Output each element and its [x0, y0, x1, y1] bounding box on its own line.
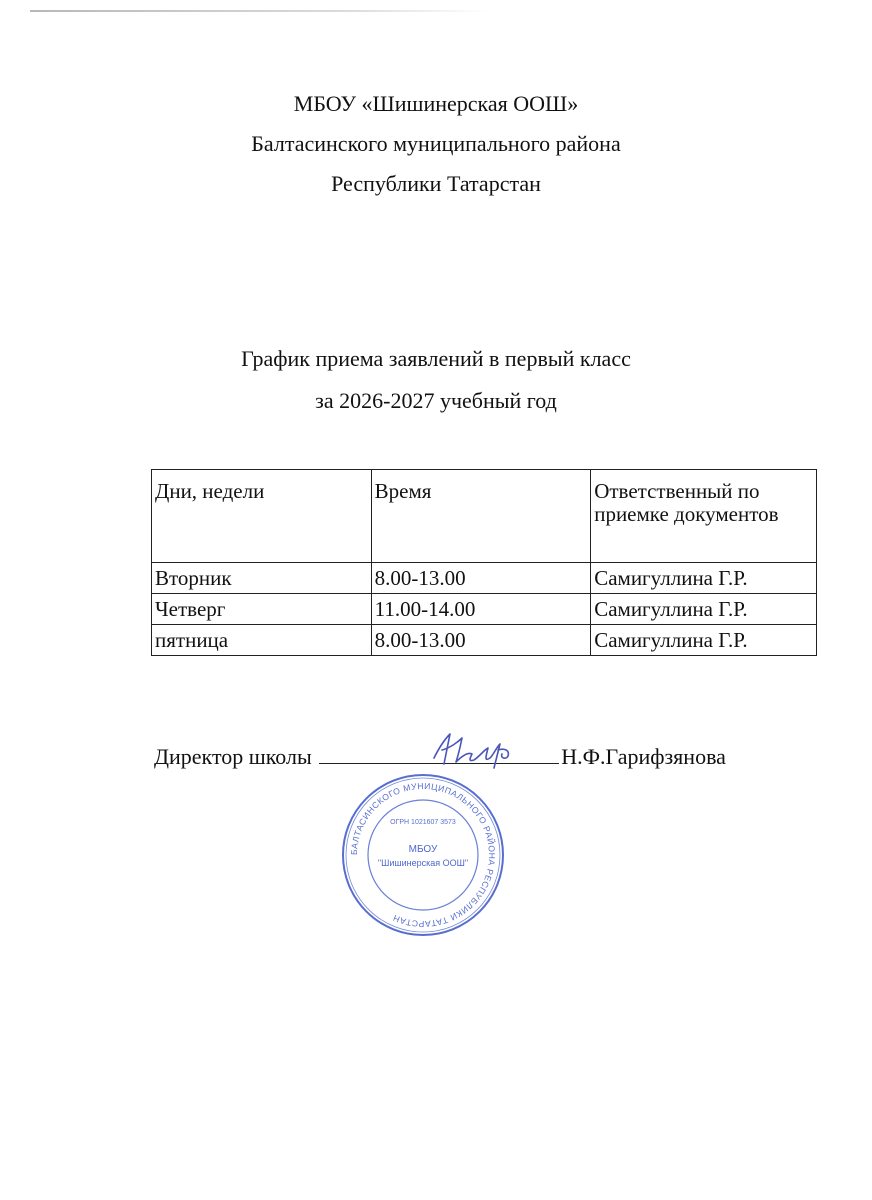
stamp-ogrn: ОГРН 1021607 3573: [390, 819, 456, 826]
org-district: Балтасинского муниципального района: [251, 131, 621, 156]
header-days: Дни, недели: [152, 470, 372, 563]
stamp-ring-text: БАЛТАСИНСКОГО МУНИЦИПАЛЬНОГО РАЙОНА РЕСПУБЛИКИ ТАТАРСТАН: [348, 780, 498, 930]
title-line-1: График приема заявлений в первый класс: [241, 346, 631, 371]
director-name: Н.Ф.Гарифзянова: [561, 744, 726, 769]
table-row: [152, 625, 817, 656]
org-republic: Республики Татарстан: [331, 171, 541, 196]
header-responsible: Ответственный по приемке документов: [591, 470, 817, 563]
row-time: 8.00-13.00: [371, 625, 591, 656]
title-line-2: за 2026-2027 учебный год: [315, 388, 557, 413]
org-name: МБОУ «Шишинерская ООШ»: [293, 91, 579, 116]
table-header-row: [152, 470, 817, 563]
table-row: [152, 594, 817, 625]
row-day: пятница: [152, 625, 372, 656]
schedule-table: [151, 469, 817, 656]
row-responsible: Самигуллина Г.Р.: [591, 625, 817, 656]
document-title: [0, 338, 872, 422]
official-stamp: [338, 770, 508, 940]
row-day: Четверг: [152, 594, 372, 625]
header-time: Время: [371, 470, 591, 563]
organization-header: [0, 84, 872, 204]
row-responsible: Самигуллина Г.Р.: [591, 594, 817, 625]
row-time: 11.00-14.00: [371, 594, 591, 625]
director-label: Директор школы: [154, 744, 312, 769]
row-day: Вторник: [152, 563, 372, 594]
stamp-center-line-1: МБОУ: [408, 844, 438, 855]
stamp-center-line-2: "Шишинерская ООШ": [377, 858, 469, 868]
row-responsible: Самигуллина Г.Р.: [591, 563, 817, 594]
table-row: [152, 563, 817, 594]
handwritten-signature: [428, 728, 528, 772]
row-time: 8.00-13.00: [371, 563, 591, 594]
scan-edge-line: [30, 10, 490, 12]
